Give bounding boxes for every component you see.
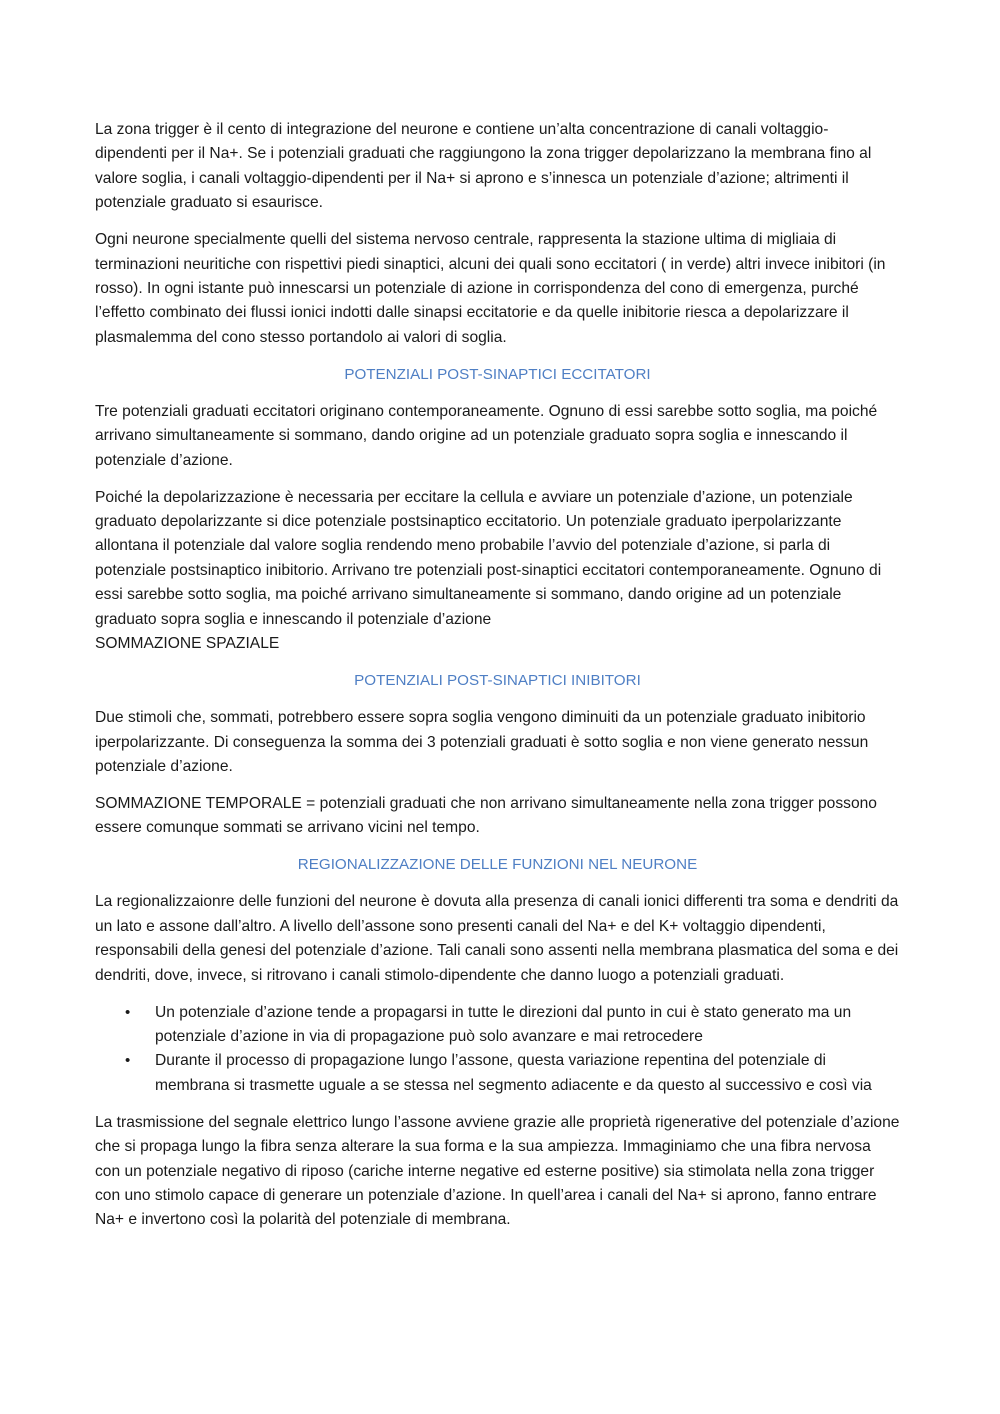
paragraph-depolarization	[95, 486, 900, 657]
heading-excitatory-potentials: POTENZIALI POST-SINAPTICI ECCITATORI	[344, 365, 651, 383]
bullet-icon: •	[125, 1003, 131, 1021]
paragraph-depolarization-text: Poiché la depolarizzazione è necessaria per eccitare la cellula e avviare un potenziale d’azione, un potenziale graduato depolarizzante si dice potenziale postsinaptico eccitatorio. Un potenziale graduato iperpolarizzante allontana il potenziale dal valore soglia rendendo meno probabile l’avvio del potenziale d’azione, si parla di potenziale postsinaptico inibitorio. Arrivano tre potenziali post-sinaptici eccitatori contemporaneamente. Ognuno di essi sarebbe sotto soglia, ma poiché arrivano simultaneamente si sommano, dando origine ad un potenziale graduato sopra soglia e innescando il potenziale d’azione	[95, 488, 882, 628]
paragraph-trigger-zone: La zona trigger è il cento di integrazione del neurone e contiene un’alta concentrazione di canali voltaggio-dipendenti per il Na+. Se i potenziali graduati che raggiungono la zona trigger depolarizzano la membrana fino al valore soglia, i canali voltaggio-dipendenti per il Na+ si aprono e s’innesca un potenziale d’azione; altrimenti il potenziale graduato si esaurisce.	[95, 121, 872, 212]
paragraph-neuron-integration: Ogni neurone specialmente quelli del sistema nervoso centrale, rappresenta la stazione ultima di migliaia di terminazioni neuritiche con rispettivi piedi sinaptici, alcuni dei quali sono eccitatori ( in verde) altri invece inibitori (in rosso). In ogni istante può innescarsi un potenziale di azione in corrispondenza del cono di emergenza, purché l’effetto combinato dei flussi ionici indotti dalle sinapsi eccitatorie e da quelle inibitorie riesca a depolarizzare il plasmalemma del cono stesso portandolo ai valori di soglia.	[95, 231, 886, 346]
heading-inhibitory-potentials: POTENZIALI POST-SINAPTICI INIBITORI	[354, 672, 641, 690]
bullet-list	[95, 1001, 900, 1099]
paragraph-temporal-summation: SOMMAZIONE TEMPORALE = potenziali graduati che non arrivano simultaneamente nella zona trigger possono essere comunque sommati se arrivano vicini nel tempo.	[95, 794, 877, 837]
heading-regionalization: REGIONALIZZAZIONE DELLE FUNZIONI NEL NEURONE	[297, 856, 698, 874]
list-item-text: Durante il processo di propagazione lungo l’assone, questa variazione repentina del potenziale di membrana si trasmette uguale a se stessa nel segmento adiacente e da questo al successivo e così via	[155, 1052, 872, 1094]
label-spatial-summation: SOMMAZIONE SPAZIALE	[95, 635, 280, 653]
paragraph-inhibitory-stimuli: Due stimoli che, sommati, potrebbero essere sopra soglia vengono diminuiti da un potenziale graduato inibitorio iperpolarizzante. Di conseguenza la somma dei 3 potenziali graduati è sotto soglia e non viene generato nessun potenziale d’azione.	[95, 709, 869, 775]
list-item-text: Un potenziale d’azione tende a propagarsi in tutte le direzioni dal punto in cui è stato generato ma un potenziale d’azione in via di propagazione può solo avanzare e mai retrocedere	[155, 1003, 852, 1045]
document-page	[95, 118, 900, 1245]
paragraph-excitatory-summation: Tre potenziali graduati eccitatori originano contemporaneamente. Ognuno di essi sarebbe sotto soglia, ma poiché arrivano simultaneamente si sommano, dando origine ad un potenziale graduato sopra soglia e innescando il potenziale d’azione.	[95, 402, 878, 469]
paragraph-signal-transmission: La trasmissione del segnale elettrico lungo l’assone avviene grazie alle proprietà rigenerative del potenziale d’azione che si propaga lungo la fibra senza alterare la sua forma e la sua ampiezza. Immaginiamo che una fibra nervosa con un potenziale negativo di riposo (cariche interne negative ed esterne positive) sia stimolata nella zona trigger con uno stimolo capace di generare un potenziale d’azione. In quell’area i canali del Na+ si aprono, fanno entrare Na+ e invertono così la polarità del potenziale di membrana.	[95, 1113, 900, 1229]
list-item	[125, 1049, 900, 1098]
paragraph-regionalization: La regionalizzaionre delle funzioni del neurone è dovuta alla presenza di canali ionici differenti tra soma e dendriti da un lato e assone dall’altro. A livello dell’assone sono presenti canali del Na+ e del K+ voltaggio dipendenti, responsabili della genesi del potenziale d’azione. Tali canali sono assenti nella membrana plasmatica del soma e dei dendriti, dove, invece, si ritrovano i canali stimolo-dipendente che danno luogo a potenziali graduati.	[95, 893, 899, 984]
list-item	[125, 1001, 900, 1050]
bullet-icon: •	[125, 1052, 131, 1070]
